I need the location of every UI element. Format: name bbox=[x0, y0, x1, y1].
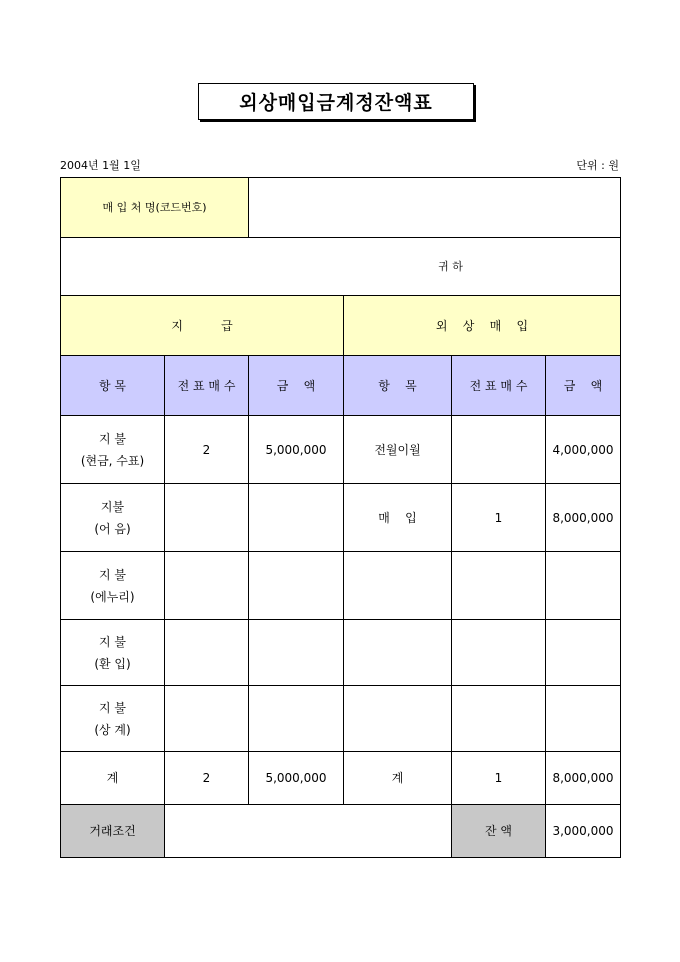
col-buy-amount: 금 액 bbox=[546, 356, 621, 416]
total-buy-count: 1 bbox=[452, 752, 546, 805]
total-row bbox=[61, 752, 621, 805]
row-buy-amount bbox=[546, 620, 621, 686]
row-pay-count bbox=[165, 686, 249, 752]
total-buy-label: 계 bbox=[344, 752, 452, 805]
balance-value: 3,000,000 bbox=[546, 805, 621, 858]
honorific-text: 귀 하 bbox=[61, 238, 621, 296]
row-pay-count bbox=[165, 620, 249, 686]
vendor-value[interactable] bbox=[249, 178, 621, 238]
row-pay-item bbox=[61, 620, 165, 686]
row-buy-count bbox=[452, 552, 546, 620]
row-buy-amount bbox=[546, 552, 621, 620]
terms-label: 거래조건 bbox=[61, 805, 165, 858]
document-date: 2004년 1월 1일 bbox=[60, 159, 141, 172]
table-row bbox=[61, 686, 621, 752]
table-row bbox=[61, 620, 621, 686]
total-pay-count: 2 bbox=[165, 752, 249, 805]
row-buy-item: 매 입 bbox=[344, 484, 452, 552]
table-row bbox=[61, 416, 621, 484]
section-header-row bbox=[61, 296, 621, 356]
row-pay-amount bbox=[249, 686, 344, 752]
footer-row bbox=[61, 805, 621, 858]
row-buy-count bbox=[452, 686, 546, 752]
row-buy-count bbox=[452, 620, 546, 686]
document-title bbox=[198, 83, 474, 120]
row-buy-amount bbox=[546, 686, 621, 752]
total-pay-label: 계 bbox=[61, 752, 165, 805]
ledger-table bbox=[60, 177, 621, 858]
table-row bbox=[61, 484, 621, 552]
balance-label: 잔 액 bbox=[452, 805, 546, 858]
row-pay-item-line1: 지 불 bbox=[99, 700, 126, 715]
section-payment: 지 급 bbox=[61, 296, 344, 356]
row-pay-item-line1: 지 불 bbox=[99, 634, 126, 649]
row-buy-count: 1 bbox=[452, 484, 546, 552]
row-buy-item bbox=[344, 620, 452, 686]
row-pay-count bbox=[165, 552, 249, 620]
row-pay-amount: 5,000,000 bbox=[249, 416, 344, 484]
row-buy-amount: 4,000,000 bbox=[546, 416, 621, 484]
row-pay-amount bbox=[249, 484, 344, 552]
row-pay-item-line2: (환 입) bbox=[94, 656, 131, 671]
col-pay-count: 전 표 매 수 bbox=[165, 356, 249, 416]
row-pay-item bbox=[61, 686, 165, 752]
col-buy-count: 전 표 매 수 bbox=[452, 356, 546, 416]
currency-unit: 단위 : 원 bbox=[576, 159, 619, 172]
row-buy-item: 전월이월 bbox=[344, 416, 452, 484]
row-pay-item-line2: (에누리) bbox=[90, 589, 135, 604]
document-title-text: 외상매입금계정잔액표 bbox=[239, 92, 433, 114]
row-pay-item-line1: 지불 bbox=[100, 499, 125, 514]
row-pay-count bbox=[165, 484, 249, 552]
col-pay-amount: 금 액 bbox=[249, 356, 344, 416]
row-buy-count bbox=[452, 416, 546, 484]
vendor-row bbox=[61, 178, 621, 238]
row-pay-item-line2: (어 음) bbox=[94, 521, 131, 536]
row-pay-amount bbox=[249, 620, 344, 686]
total-buy-amount: 8,000,000 bbox=[546, 752, 621, 805]
col-pay-item: 항 목 bbox=[61, 356, 165, 416]
row-buy-item bbox=[344, 686, 452, 752]
column-header-row bbox=[61, 356, 621, 416]
vendor-label: 매 입 처 명(코드번호) bbox=[61, 178, 249, 238]
terms-value[interactable] bbox=[165, 805, 452, 858]
col-buy-item: 항 목 bbox=[344, 356, 452, 416]
row-pay-item bbox=[61, 416, 165, 484]
table-row bbox=[61, 552, 621, 620]
row-pay-item bbox=[61, 552, 165, 620]
row-pay-item-line2: (상 계) bbox=[94, 722, 131, 737]
total-pay-amount: 5,000,000 bbox=[249, 752, 344, 805]
row-buy-item bbox=[344, 552, 452, 620]
row-pay-item-line2: (현금, 수표) bbox=[80, 453, 145, 468]
row-buy-amount: 8,000,000 bbox=[546, 484, 621, 552]
section-purchase: 외 상 매 입 bbox=[344, 296, 621, 356]
row-pay-item-line1: 지 불 bbox=[99, 567, 126, 582]
row-pay-count: 2 bbox=[165, 416, 249, 484]
row-pay-item-line1: 지 불 bbox=[99, 431, 126, 446]
row-pay-item bbox=[61, 484, 165, 552]
honorific-row bbox=[61, 238, 621, 296]
row-pay-amount bbox=[249, 552, 344, 620]
